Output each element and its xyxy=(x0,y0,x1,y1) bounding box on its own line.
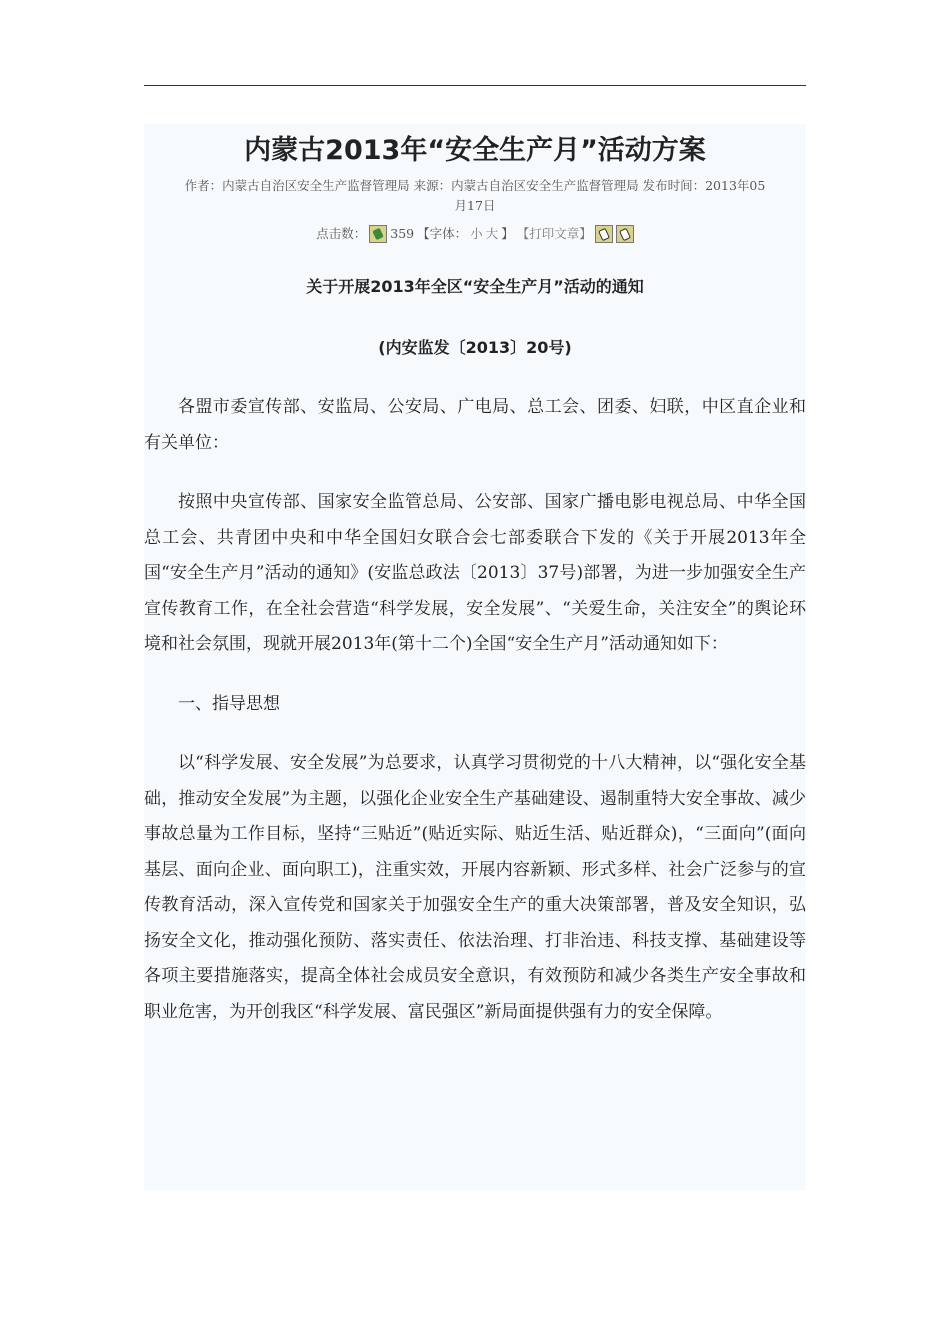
notice-title: 关于开展2013年全区“安全生产月”活动的通知 xyxy=(306,277,644,296)
paragraph-salutation: 各盟市委宣传部、安监局、公安局、广电局、总工会、团委、妇联，中区直企业和有关单位： xyxy=(144,397,806,453)
print-icon[interactable] xyxy=(595,225,613,243)
font-label: 【字体： xyxy=(417,226,468,241)
section-heading: 一、指导思想 xyxy=(178,693,280,714)
close-window-icon[interactable] xyxy=(616,225,634,243)
meta-line-2: 月17日 xyxy=(454,198,496,213)
article-title: 内蒙古2013年“安全生产月”活动方案 xyxy=(244,135,706,166)
article-body xyxy=(144,390,806,1054)
font-large-link[interactable]: 大 xyxy=(485,226,499,241)
document-number: (内安监发〔2013〕20号) xyxy=(378,338,572,357)
clicks-label: 点击数： xyxy=(316,226,367,241)
paragraph-intro: 按照中央宣传部、国家安全监管总局、公安部、国家广播电影电视总局、中华全国总工会、共青团中央和中华全国妇女联合会七部委联合下发的《关于开展2013年全国“安全生产月”活动的通知》(安监总政法〔2013〕37号)部署，为进一步加强安全生产宣传教育工作，在全社会营造“科学发展，安全发展”、“关爱生命，关注安全”的舆论环境和社会氛围，现就开展2013年(第十二个)全国“安全生产月”活动通知如下： xyxy=(144,492,806,654)
print-article-link[interactable]: 【打印文章】 xyxy=(516,226,592,241)
paragraph-guiding-thought: 以“科学发展、安全发展”为总要求，认真学习贯彻党的十八大精神，以“强化安全基础，推动安全发展”为主题，以强化企业安全生产基础建设、遏制重特大安全事故、减少事故总量为工作目标，坚持“三贴近”(贴近实际、贴近生活、贴近群众)，“三面向”(面向基层、面向企业、面向职工)，注重实效，开展内容新颖、形式多样、社会广泛参与的宣传教育活动，深入宣传党和国家关于加强安全生产的重大决策部署，普及安全知识，弘扬安全文化，推动强化预防、落实责任、依法治理、打非治违、科技支撑、基础建设等各项主要措施落实，提高全体社会成员安全意识，有效预防和减少各类生产安全事故和职业危害，为开创我区“科学发展、富民强区”新局面提供强有力的安全保障。 xyxy=(144,753,806,1022)
hits-icon xyxy=(369,225,387,243)
article-meta xyxy=(144,176,806,216)
article-panel xyxy=(144,124,806,1190)
meta-line-1: 作者：内蒙古自治区安全生产监督管理局 来源：内蒙古自治区安全生产监督管理局 发布时间：2013年05 xyxy=(184,178,766,193)
article-toolbar xyxy=(144,223,806,245)
font-close: 】 xyxy=(501,226,514,241)
font-small-link[interactable]: 小 xyxy=(470,226,483,241)
top-divider xyxy=(144,85,806,86)
clicks-value: 359 xyxy=(390,226,415,241)
